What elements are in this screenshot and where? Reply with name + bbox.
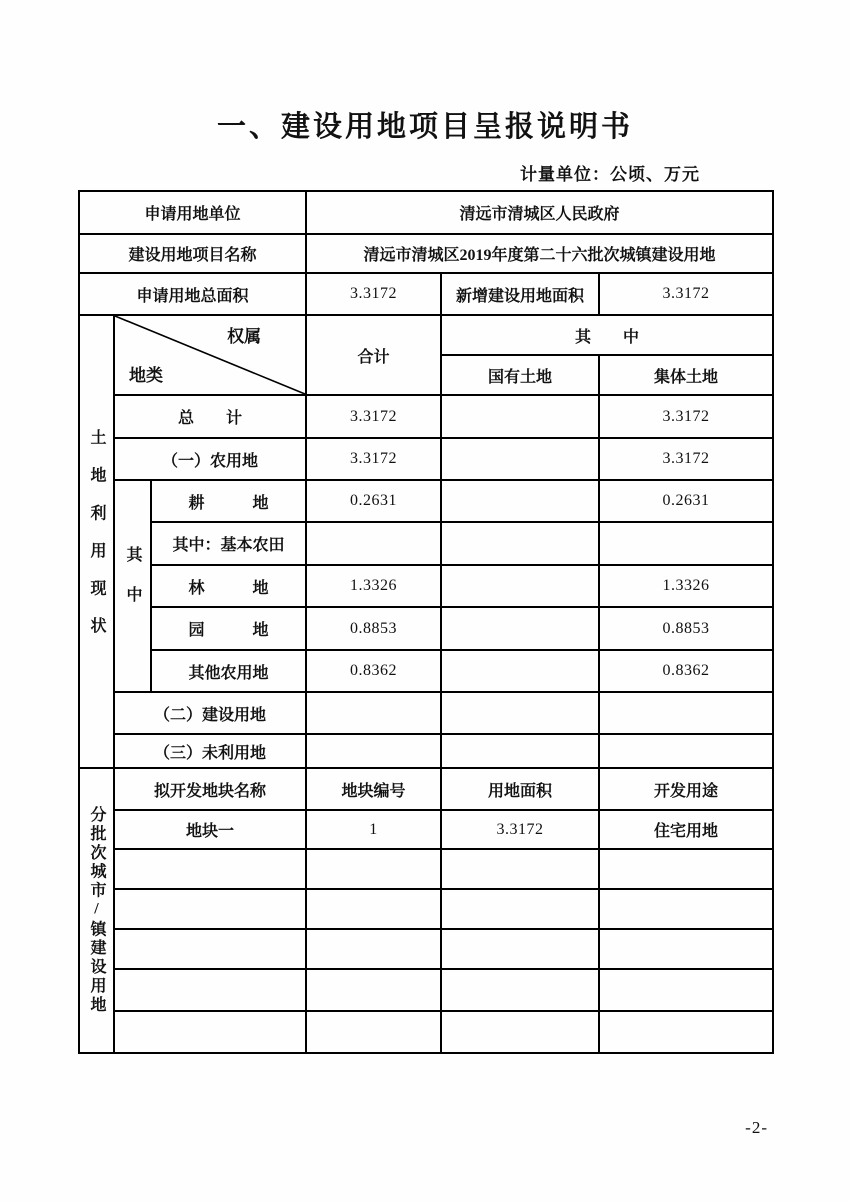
land-application-form-table <box>78 190 774 1054</box>
row-landuse-header-1 <box>79 315 773 355</box>
landuse-collective: 0.8853 <box>599 607 773 650</box>
table-row <box>79 650 773 692</box>
landuse-total: 1.3326 <box>306 565 441 607</box>
landuse-row-label: （二）建设用地 <box>114 692 306 734</box>
landuse-total: 3.3172 <box>306 395 441 438</box>
landuse-row-label: （三）未利用地 <box>114 734 306 768</box>
parcel-use <box>599 969 773 1011</box>
landuse-row-label: 园 地 <box>151 607 306 650</box>
table-row <box>79 692 773 734</box>
col-header-state-land: 国有土地 <box>441 355 599 395</box>
page-number: -2- <box>745 1118 768 1137</box>
parcel-name <box>114 1011 306 1053</box>
parcel-area <box>441 889 599 929</box>
landuse-total: 3.3172 <box>306 438 441 480</box>
parcel-area <box>441 969 599 1011</box>
new-area-label: 新增建设用地面积 <box>441 273 599 315</box>
landuse-row-label: （一）农用地 <box>114 438 306 480</box>
table-row <box>79 607 773 650</box>
parcel-col-use: 开发用途 <box>599 768 773 810</box>
table-row <box>79 522 773 565</box>
landuse-state <box>441 395 599 438</box>
diagonal-landtype-label: 地类 <box>129 366 163 385</box>
col-header-collective-land: 集体土地 <box>599 355 773 395</box>
row-applicant <box>79 191 773 234</box>
parcel-use: 住宅用地 <box>599 810 773 849</box>
landuse-row-label: 其他农用地 <box>151 650 306 692</box>
parcel-area <box>441 849 599 889</box>
table-row <box>79 438 773 480</box>
unit-note: 计量单位：公顷、万元 <box>520 165 700 184</box>
diagonal-ownership-label: 权属 <box>227 327 262 346</box>
parcel-area <box>441 1011 599 1053</box>
parcel-use <box>599 929 773 969</box>
landuse-collective <box>599 522 773 565</box>
parcels-section-label: 分批次城市/镇建设用地 <box>79 768 114 1053</box>
table-row <box>79 1011 773 1053</box>
parcel-number <box>306 849 441 889</box>
project-name-label: 建设用地项目名称 <box>79 234 306 273</box>
row-total-area <box>79 273 773 315</box>
parcel-col-name: 拟开发地块名称 <box>114 768 306 810</box>
landuse-row-label: 其中：基本农田 <box>151 522 306 565</box>
diagonal-header-cell <box>114 315 306 395</box>
applicant-label: 申请用地单位 <box>79 191 306 234</box>
parcel-use <box>599 849 773 889</box>
new-area-value: 3.3172 <box>599 273 773 315</box>
parcel-number: 1 <box>306 810 441 849</box>
parcel-number <box>306 889 441 929</box>
project-name-value: 清远市清城区2019年度第二十六批次城镇建设用地 <box>306 234 773 273</box>
table-row <box>79 810 773 849</box>
landuse-collective <box>599 692 773 734</box>
landuse-row-label: 林 地 <box>151 565 306 607</box>
landuse-section-label: 土地利用现状 <box>79 315 114 768</box>
landuse-collective: 3.3172 <box>599 438 773 480</box>
landuse-state <box>441 692 599 734</box>
col-header-among: 其 中 <box>441 315 773 355</box>
landuse-total <box>306 734 441 768</box>
parcel-name: 地块一 <box>114 810 306 849</box>
landuse-collective: 0.2631 <box>599 480 773 522</box>
landuse-total <box>306 522 441 565</box>
landuse-state <box>441 650 599 692</box>
table-row <box>79 480 773 522</box>
parcel-col-area: 用地面积 <box>441 768 599 810</box>
total-area-value: 3.3172 <box>306 273 441 315</box>
table-row <box>79 734 773 768</box>
landuse-total: 0.8362 <box>306 650 441 692</box>
landuse-state <box>441 438 599 480</box>
parcel-number <box>306 929 441 969</box>
parcel-number <box>306 1011 441 1053</box>
landuse-state <box>441 522 599 565</box>
applicant-value: 清远市清城区人民政府 <box>306 191 773 234</box>
among-section-label: 其中 <box>114 480 151 692</box>
parcel-use <box>599 1011 773 1053</box>
col-header-total: 合计 <box>306 315 441 395</box>
landuse-row-label: 耕 地 <box>151 480 306 522</box>
parcel-col-number: 地块编号 <box>306 768 441 810</box>
landuse-collective: 1.3326 <box>599 565 773 607</box>
parcel-use <box>599 889 773 929</box>
landuse-state <box>441 734 599 768</box>
landuse-state <box>441 480 599 522</box>
landuse-collective: 3.3172 <box>599 395 773 438</box>
parcel-name <box>114 929 306 969</box>
parcel-name <box>114 969 306 1011</box>
table-row <box>79 889 773 929</box>
table-row <box>79 565 773 607</box>
parcel-area: 3.3172 <box>441 810 599 849</box>
table-row <box>79 395 773 438</box>
row-parcel-headers <box>79 768 773 810</box>
parcel-area <box>441 929 599 969</box>
parcel-number <box>306 969 441 1011</box>
table-row <box>79 969 773 1011</box>
page-title: 一、建设用地项目呈报说明书 <box>216 111 633 143</box>
parcel-name <box>114 849 306 889</box>
landuse-collective: 0.8362 <box>599 650 773 692</box>
landuse-row-label: 总 计 <box>114 395 306 438</box>
landuse-total <box>306 692 441 734</box>
table-row <box>79 929 773 969</box>
total-area-label: 申请用地总面积 <box>79 273 306 315</box>
landuse-state <box>441 565 599 607</box>
landuse-total: 0.2631 <box>306 480 441 522</box>
landuse-state <box>441 607 599 650</box>
parcel-name <box>114 889 306 929</box>
landuse-total: 0.8853 <box>306 607 441 650</box>
landuse-collective <box>599 734 773 768</box>
row-project-name <box>79 234 773 273</box>
table-row <box>79 849 773 889</box>
